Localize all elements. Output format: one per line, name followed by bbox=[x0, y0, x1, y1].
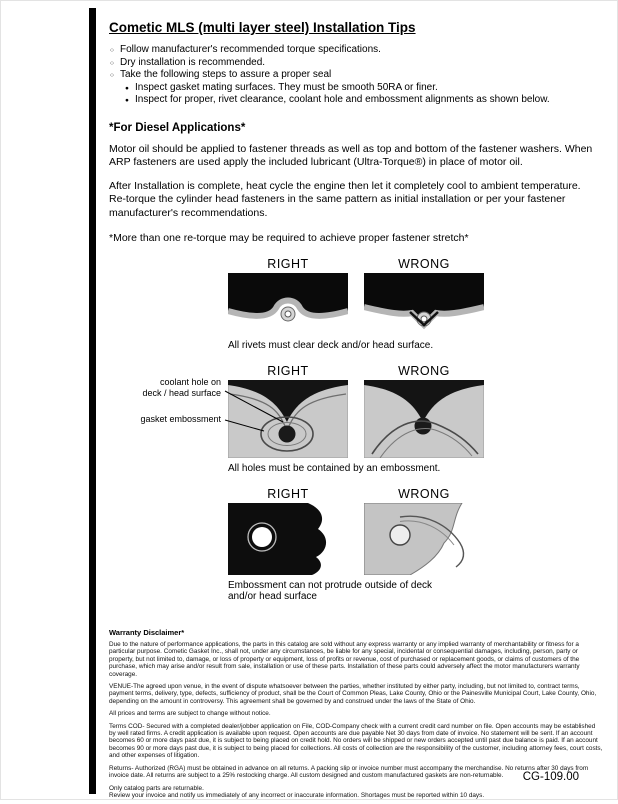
hole-embossment-wrong-diagram bbox=[364, 380, 484, 458]
figure-caption-line1: Embossment can not protrude outside of deck bbox=[228, 580, 433, 591]
page-code: CG-109.00 bbox=[522, 771, 579, 783]
callout-gasket-embossment: gasket embossment bbox=[140, 414, 221, 424]
warranty-paragraph: Review your invoice and notify us immediately of any incorrect or inaccurate information. Shortages must be reported within 10 days. bbox=[109, 791, 485, 799]
sub-tip-item bbox=[124, 82, 603, 95]
tip-text: Take the following steps to assure a proper seal bbox=[120, 69, 332, 80]
warranty-disclaimer-heading: Warranty Disclaimer* bbox=[109, 628, 185, 637]
figure-rivet-clearance bbox=[109, 257, 603, 351]
wrong-label: WRONG bbox=[398, 257, 450, 271]
figure-caption: All rivets must clear deck and/or head surface. bbox=[228, 340, 434, 351]
figure-caption: All holes must be contained by an embossment. bbox=[228, 463, 441, 474]
tip-item bbox=[109, 57, 603, 70]
diesel-paragraph-1: Motor oil should be applied to fastener threads as well as top and bottom of the fastener washers. When ARP fasteners are used apply the included lubricant (Ultra-Torque®) in place of motor oil. bbox=[109, 142, 593, 168]
tip-text: Follow manufacturer's recommended torque specifications. bbox=[120, 44, 381, 55]
figure-caption-line2: and/or head surface bbox=[228, 591, 317, 602]
figure-images bbox=[109, 273, 603, 335]
protrusion-right-diagram bbox=[228, 503, 348, 575]
installation-tips-list bbox=[109, 44, 603, 107]
right-label: RIGHT bbox=[267, 487, 309, 501]
protrusion-wrong-diagram bbox=[364, 503, 484, 575]
hole-embossment-right-diagram bbox=[228, 380, 348, 458]
figure-caption bbox=[228, 580, 484, 602]
diesel-applications-heading: *For Diesel Applications* bbox=[109, 121, 246, 134]
warranty-paragraph: Only catalog parts are returnable. bbox=[109, 784, 204, 792]
tip-item bbox=[109, 44, 603, 57]
page-content bbox=[109, 20, 603, 804]
page-title: Cometic MLS (multi layer steel) Installation Tips bbox=[109, 20, 416, 35]
right-label: RIGHT bbox=[267, 364, 309, 378]
retorque-note: *More than one re-torque may be required to achieve proper fastener stretch* bbox=[109, 232, 469, 244]
figure-labels bbox=[109, 487, 603, 501]
warranty-paragraph: Terms COD- Secured with a completed dealer/jobber application on File, COD-Company check with a current credit card number on file. Open accounts may be established by well rated firms. A credit application is available upon request. Open accounts are due payable Net 30 days from date of invoice. No statement will be sent. If an account becomes 60 or more days past due, it is subject to being placed on credit hold. No orders will be shipped or new orders accepted until past due balance is paid. If an account becomes 90 or more days past due, it is subject to being placed for collections. All costs of collection are the responsibility of the customer, including attorney fees, court costs, and other expenses of litigation. bbox=[109, 722, 603, 760]
sub-tip-text: Inspect for proper, rivet clearance, coolant hole and embossment alignments as shown below. bbox=[135, 94, 550, 105]
rivet-clearance-wrong-diagram bbox=[364, 273, 484, 335]
warranty-paragraph: VENUE-The agreed upon venue, in the event of dispute whatsoever between the parties, whether instituted by either party, including, but not limited to, contract terms, payment terms, delivery, type, defects, sufficiency of product, shall be the Court of Common Pleas, Lake County, Ohio or the Painesville Municipal Court, Lake County, Ohio, depending on the amount in controversy. This agreement shall be governed by and construed under the laws of the State of Ohio. bbox=[109, 683, 597, 705]
sub-tip-item bbox=[124, 94, 603, 107]
figure-embossment-protrusion bbox=[109, 487, 603, 602]
sub-tip-text: Inspect gasket mating surfaces. They must be smooth 50RA or finer. bbox=[135, 81, 438, 93]
figure-labels bbox=[109, 364, 603, 378]
tip-text: Dry installation is recommended. bbox=[120, 56, 266, 68]
wrong-label: WRONG bbox=[398, 364, 450, 378]
callout-coolant-line1: coolant hole on bbox=[159, 377, 221, 387]
figure-labels bbox=[109, 257, 603, 271]
tip-item bbox=[109, 69, 603, 82]
right-label: RIGHT bbox=[267, 257, 309, 271]
warranty-paragraph: All prices and terms are subject to change without notice. bbox=[109, 710, 271, 718]
rivet-clearance-right-diagram bbox=[228, 273, 348, 335]
callout-coolant-hole bbox=[109, 377, 221, 398]
diesel-paragraph-2: After Installation is complete, heat cycle the engine then let it completely cool to ambient temperature. Re-torque the cylinder head fasteners in the same pattern as initial installation or per your fastener manufacturer's recommendations. bbox=[109, 179, 581, 219]
figure-images bbox=[109, 503, 603, 575]
left-bleed-bar bbox=[89, 8, 96, 794]
warranty-paragraph: Due to the nature of performance applications, the parts in this catalog are sold without any express warranty or any implied warranty of merchantability or fitness for a particular purpose. Cometic Gasket Inc., shall not, under any circumstances, be liable for any special, incidental or consequential damages, including, person, party or property, but not limited to, damage, or loss of property or equipment, loss of profits or revenue, cost of purchased or replacement goods, or claims of customers of the purchase, which may arise and/or result from sale, installation or use of these parts. Installation of these parts could adversely affect the motor manufacturers warranty coverage. bbox=[109, 641, 580, 678]
figure-hole-embossment bbox=[109, 364, 603, 474]
warranty-paragraph: Returns- Authorized (RGA) must be obtained in advance on all returns. A packing slip or invoice number must accompany the merchandise. No returns after 30 days from invoice date. All returns are subject to a 25% restocking charge. All custom designed and custom manufactured gaskets are non-returnable. bbox=[109, 764, 589, 780]
callout-coolant-line2: deck / head surface bbox=[142, 387, 221, 398]
wrong-label: WRONG bbox=[398, 487, 450, 501]
